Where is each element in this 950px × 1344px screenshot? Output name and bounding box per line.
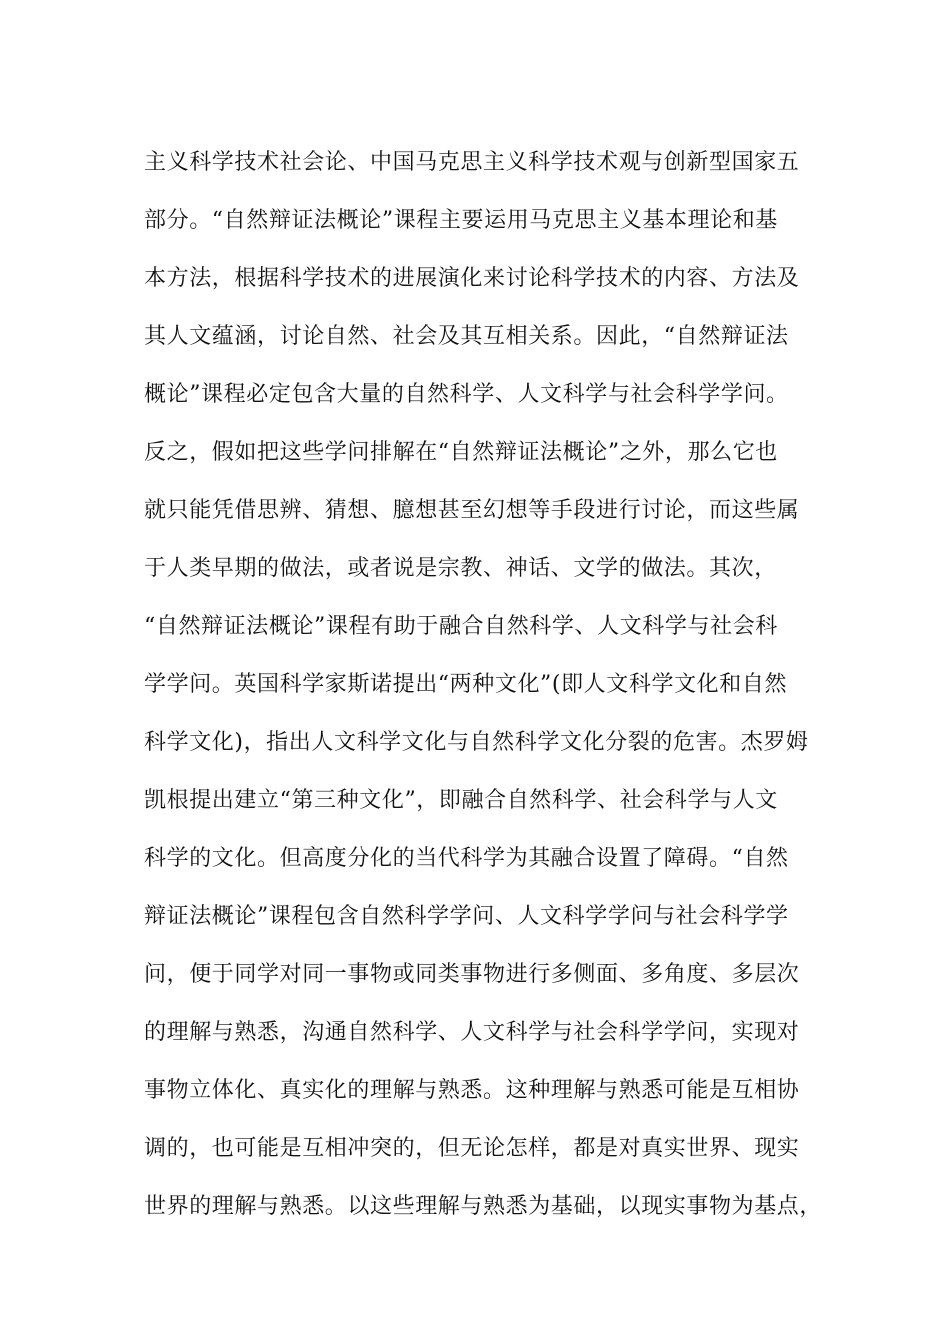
text-line: 就只能凭借思辨、猜想、臆想甚至幻想等手段进行讨论，而这些属 bbox=[144, 498, 800, 523]
text-line: 问，便于同学对同一事物或同类事物进行多侧面、多角度、多层次 bbox=[144, 962, 800, 987]
text-line: 世界的理解与熟悉。以这些理解与熟悉为基础，以现实事物为基点， bbox=[144, 1194, 823, 1219]
body-paragraph bbox=[144, 134, 824, 1236]
text-line: 科学的文化。但高度分化的当代科学为其融合设置了障碍。“自然 bbox=[144, 846, 789, 871]
text-line: 于人类早期的做法，或者说是宗教、神话、文学的做法。其次， bbox=[144, 556, 777, 581]
text-line: 学学问。英国科学家斯诺提出“两种文化”(即人文科学文化和自然 bbox=[144, 672, 788, 697]
text-line: 其人文蕴涵，讨论自然、社会及其互相关系。因此，“自然辩证法 bbox=[144, 324, 789, 349]
text-line: 主义科学技术社会论、中国马克思主义科学技术观与创新型国家五 bbox=[144, 150, 800, 175]
text-line: 辩证法概论”课程包含自然科学学问、人文科学学问与社会科学学 bbox=[144, 904, 789, 929]
text-line: 部分。“自然辩证法概论”课程主要运用马克思主义基本理论和基 bbox=[144, 208, 778, 233]
text-line: 事物立体化、真实化的理解与熟悉。这种理解与熟悉可能是互相协 bbox=[144, 1078, 800, 1103]
text-line: 科学文化)，指出人文科学文化与自然科学文化分裂的危害。杰罗姆 bbox=[144, 730, 809, 755]
text-line: 本方法，根据科学技术的进展演化来讨论科学技术的内容、方法及 bbox=[144, 266, 800, 291]
text-line: 调的，也可能是互相冲突的，但无论怎样，都是对真实世界、现实 bbox=[144, 1136, 800, 1161]
text-line: 概论”课程必定包含大量的自然科学、人文科学与社会科学学问。 bbox=[144, 382, 789, 407]
text-line: “自然辩证法概论”课程有助于融合自然科学、人文科学与社会科 bbox=[144, 614, 778, 639]
text-line: 凯根提出建立“第三种文化”，即融合自然科学、社会科学与人文 bbox=[144, 788, 778, 813]
text-line: 的理解与熟悉，沟通自然科学、人文科学与社会科学学问，实现对 bbox=[144, 1020, 800, 1045]
text-line: 反之，假如把这些学问排解在“自然辩证法概论”之外，那么它也 bbox=[144, 440, 778, 465]
